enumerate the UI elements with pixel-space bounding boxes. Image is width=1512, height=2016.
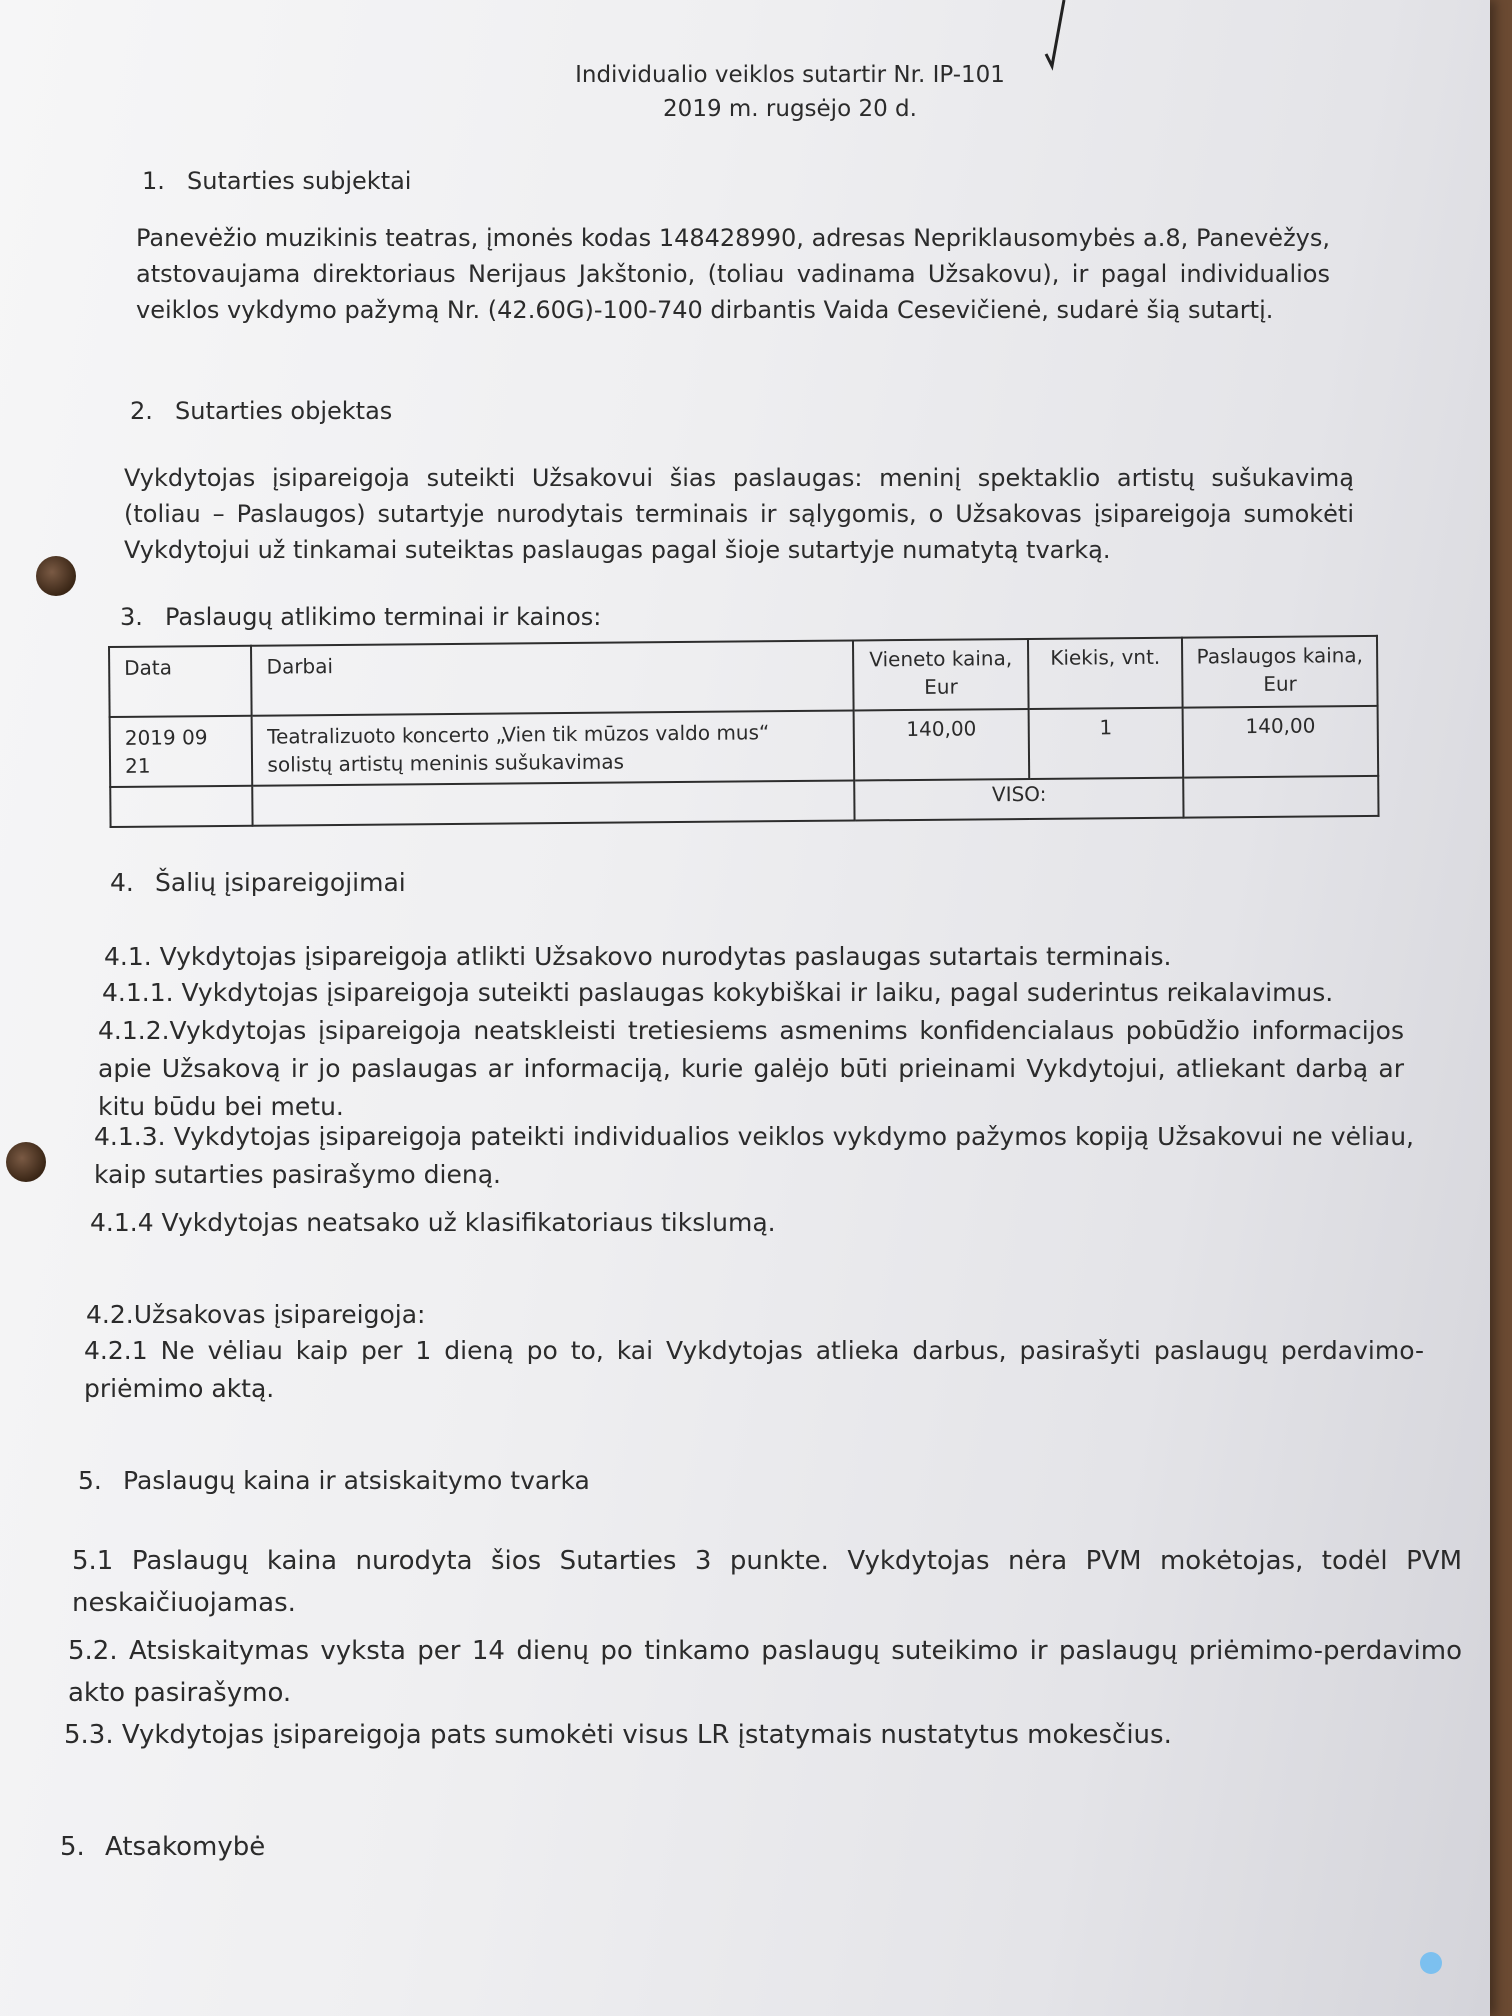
punch-hole	[6, 1142, 46, 1182]
clause-4-1-2: 4.1.2.Vykdytojas įsipareigoja neatskleisti tretiesiems asmenims konfidencialaus pobūdžio informacijos apie Užsakovą ir jo paslaugas ar informaciją, kurie galėjo būti prieinami Vykdytojui, atliekant darbą ar kitu būdu bei metu.	[98, 1016, 1404, 1121]
header-work: Darbai	[251, 640, 853, 715]
header-qty: Kiekis, vnt.	[1028, 638, 1183, 709]
clause-5-3: 5.3. Vykdytojas įsipareigoja pats sumokėti visus LR įstatymais nustatytus mokesčius.	[64, 1720, 1172, 1750]
section-3-heading: 3. Paslaugų atlikimo terminai ir kainos:	[120, 603, 602, 631]
section-4-heading: 4. Šalių įsipareigojimai	[110, 868, 406, 897]
clause-5-2: 5.2. Atsiskaitymas vyksta per 14 dienų po tinkamo paslaugų suteikimo ir paslaugų priėmimo-perdavimo akto pasirašymo.	[68, 1636, 1462, 1708]
total-value	[1184, 776, 1379, 818]
clause-4-1: 4.1. Vykdytojas įsipareigoja atlikti Užsakovo nurodytas paslaugas sutartais terminais.	[104, 942, 1172, 971]
clause-4-1-1: 4.1.1. Vykdytojas įsipareigoja suteikti paslaugas kokybiškai ir laiku, pagal suderintus reikalavimus.	[102, 978, 1334, 1007]
section-2-heading: 2. Sutarties objektas	[130, 397, 393, 425]
section-6-heading: 5. Atsakomybė	[60, 1832, 266, 1862]
cell-empty	[110, 786, 253, 827]
section-1-body: Panevėžio muzikinis teatras, įmonės kodas 148428990, adresas Nepriklausomybės a.8, Panevėžys, atstovaujama direktoriaus Nerijaus Jakštonio, (toliau vadinama Užsakovu), ir pagal individualios veiklos vykdymo pažymą Nr. (42.60G)-100-740 dirbantis Vaida Cesevičienė, sudarė šią sutartį.	[136, 224, 1330, 324]
cell-empty	[253, 780, 855, 825]
section-5-heading: 5. Paslaugų kaina ir atsiskaitymo tvarka	[78, 1466, 590, 1495]
section-1-heading: 1. Sutarties subjektai	[142, 167, 412, 195]
cell-total: 140,00	[1183, 706, 1378, 778]
document-title: Individualio veiklos sutartir Nr. IP-101	[575, 62, 1005, 88]
punch-hole	[36, 556, 76, 596]
clause-4-2-1: 4.2.1 Ne vėliau kaip per 1 dieną po to, kai Vykdytojas atlieka darbus, pasirašyti paslaugų perdavimo-priėmimo aktą.	[84, 1336, 1424, 1403]
clause-4-2: 4.2.Užsakovas įsipareigoja:	[86, 1300, 426, 1329]
table-row	[110, 706, 1379, 787]
clause-4-1-3: 4.1.3. Vykdytojas įsipareigoja pateikti individualios veiklos vykdymo pažymos kopiją Užsakovui ne vėliau, kaip sutarties pasirašymo dieną.	[94, 1122, 1414, 1189]
header-unit-price: Vieneto kaina, Eur	[853, 639, 1028, 711]
table-header-row	[109, 636, 1378, 717]
header-total: Paslaugos kaina, Eur	[1182, 636, 1377, 708]
cell-date: 2019 09 21	[110, 716, 253, 787]
touch-indicator	[1420, 1952, 1442, 1974]
total-label: VISO:	[855, 778, 1184, 821]
services-table	[108, 635, 1380, 828]
clause-5-1: 5.1 Paslaugų kaina nurodyta šios Sutarties 3 punkte. Vykdytojas nėra PVM mokėtojas, todėl PVM neskaičiuojamas.	[72, 1546, 1462, 1618]
cell-unit-price: 140,00	[854, 709, 1029, 781]
document-header	[520, 58, 1060, 126]
cell-work: Teatralizuoto koncerto „Vien tik mūzos valdo mus“ solistų artistų meninis sušukavimas	[252, 710, 854, 785]
document-date: 2019 m. rugsėjo 20 d.	[663, 96, 917, 122]
header-date: Data	[109, 646, 252, 717]
clause-4-1-4: 4.1.4 Vykdytojas neatsako už klasifikatoriaus tikslumą.	[90, 1208, 776, 1237]
cell-qty: 1	[1028, 708, 1183, 779]
section-2-body: Vykdytojas įsipareigoja suteikti Užsakovui šias paslaugas: meninį spektaklio artistų sušukavimą (toliau – Paslaugos) sutartyje nurodytais terminais ir sąlygomis, o Užsakovas įsipareigoja sumokėti Vykdytojui už tinkamai suteiktas paslaugas pagal šioje sutartyje numatytą tvarką.	[124, 464, 1354, 564]
